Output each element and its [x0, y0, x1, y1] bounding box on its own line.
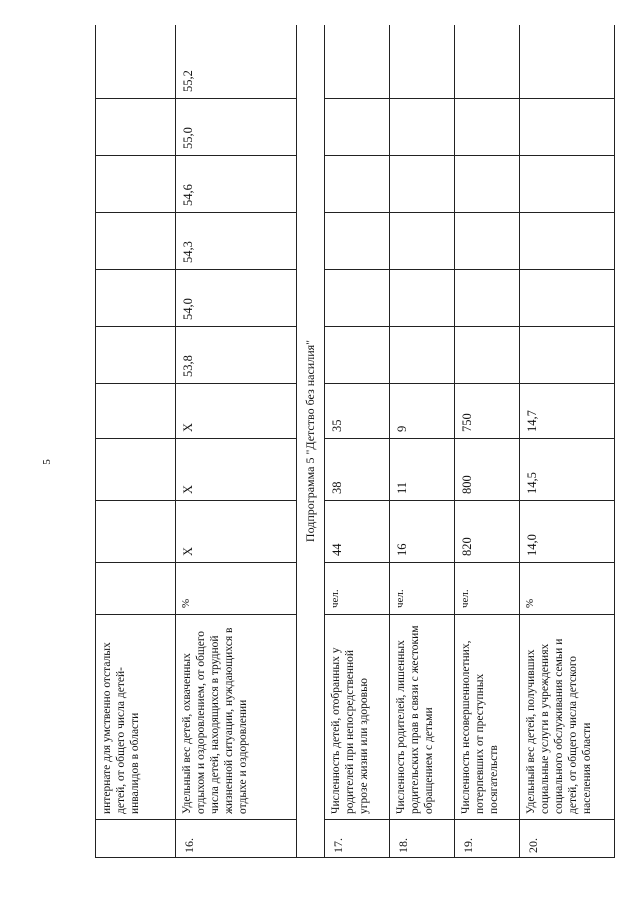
value-cell	[454, 156, 519, 213]
value-cell: 800	[454, 439, 519, 501]
unit-cell: чел.	[325, 563, 390, 615]
value-cell: 14,7	[519, 384, 614, 439]
value-cell	[325, 327, 390, 384]
value-cell	[519, 213, 614, 270]
unit-cell: чел.	[390, 563, 455, 615]
value-cell	[390, 270, 455, 327]
value-cell	[390, 99, 455, 156]
value-cell	[519, 25, 614, 99]
value-cell	[454, 99, 519, 156]
value-cell	[454, 327, 519, 384]
value-cell	[96, 501, 176, 563]
row-number: 16.	[176, 820, 297, 858]
unit-cell	[96, 563, 176, 615]
value-cell	[96, 384, 176, 439]
value-cell	[96, 327, 176, 384]
page-number: 5	[40, 459, 53, 465]
value-cell: X	[176, 501, 297, 563]
value-cell	[96, 99, 176, 156]
indicator-text: Численность несовершеннолетних, потерпевших от преступных посягательств	[454, 615, 519, 820]
unit-cell: %	[519, 563, 614, 615]
value-cell	[390, 327, 455, 384]
value-cell: 820	[454, 501, 519, 563]
value-cell: 35	[325, 384, 390, 439]
value-cell: 54,0	[176, 270, 297, 327]
value-cell: 55,0	[176, 99, 297, 156]
value-cell: X	[176, 439, 297, 501]
indicators-table-wrapper	[95, 25, 615, 858]
subprogram-title: Подпрограмма 5 "Детство без насилия"	[297, 25, 325, 858]
value-cell: 55,2	[176, 25, 297, 99]
rotated-table	[95, 25, 615, 858]
value-cell	[390, 25, 455, 99]
row-number: 18.	[390, 820, 455, 858]
value-cell: 14,0	[519, 501, 614, 563]
value-cell	[96, 213, 176, 270]
unit-cell: чел.	[454, 563, 519, 615]
value-cell	[390, 156, 455, 213]
value-cell	[519, 270, 614, 327]
value-cell	[325, 25, 390, 99]
value-cell: 54,6	[176, 156, 297, 213]
table-row	[519, 25, 614, 858]
value-cell	[325, 213, 390, 270]
row-number: 17.	[325, 820, 390, 858]
value-cell	[454, 213, 519, 270]
indicator-text: Численность детей, отобранных у родителей при непосредственной угрозе жизни или здоровью	[325, 615, 390, 820]
value-cell	[325, 270, 390, 327]
value-cell: 11	[390, 439, 455, 501]
row-number: 20.	[519, 820, 614, 858]
table-row	[390, 25, 455, 858]
value-cell	[519, 99, 614, 156]
indicator-text: Численность родителей, лишенных родительских прав в связи с жестоким обращением с детьми	[390, 615, 455, 820]
value-cell	[96, 439, 176, 501]
value-cell	[325, 99, 390, 156]
value-cell	[454, 25, 519, 99]
unit-cell: %	[176, 563, 297, 615]
indicator-text: Удельный вес детей, получивших социальные услуги в учреждениях социального обслуживания семьи и детей, от общего числа детского населения области	[519, 615, 614, 820]
indicator-text: интернате для умственно отсталых детей, от общего числа детей-инвалидов в области	[96, 615, 176, 820]
value-cell	[96, 270, 176, 327]
table-row	[454, 25, 519, 858]
value-cell: 44	[325, 501, 390, 563]
table-row-continuation	[96, 25, 176, 858]
value-cell	[96, 156, 176, 213]
value-cell: 750	[454, 384, 519, 439]
value-cell	[390, 213, 455, 270]
value-cell	[519, 156, 614, 213]
value-cell: 38	[325, 439, 390, 501]
value-cell	[325, 156, 390, 213]
value-cell: 14,5	[519, 439, 614, 501]
value-cell: 9	[390, 384, 455, 439]
table-row	[325, 25, 390, 858]
value-cell: 54,3	[176, 213, 297, 270]
value-cell: 16	[390, 501, 455, 563]
row-number: 19.	[454, 820, 519, 858]
table-row	[176, 25, 297, 858]
subprogram-row	[297, 25, 325, 858]
value-cell	[96, 25, 176, 99]
indicator-text: Удельный вес детей, охваченных отдыхом и оздоровлением, от общего числа детей, находящихся в трудной жизненной ситуации, нуждающихся в отдыхе и оздоровлении	[176, 615, 297, 820]
value-cell: 53,8	[176, 327, 297, 384]
indicators-table	[95, 25, 615, 858]
value-cell	[519, 327, 614, 384]
value-cell	[454, 270, 519, 327]
value-cell: X	[176, 384, 297, 439]
row-number	[96, 820, 176, 858]
